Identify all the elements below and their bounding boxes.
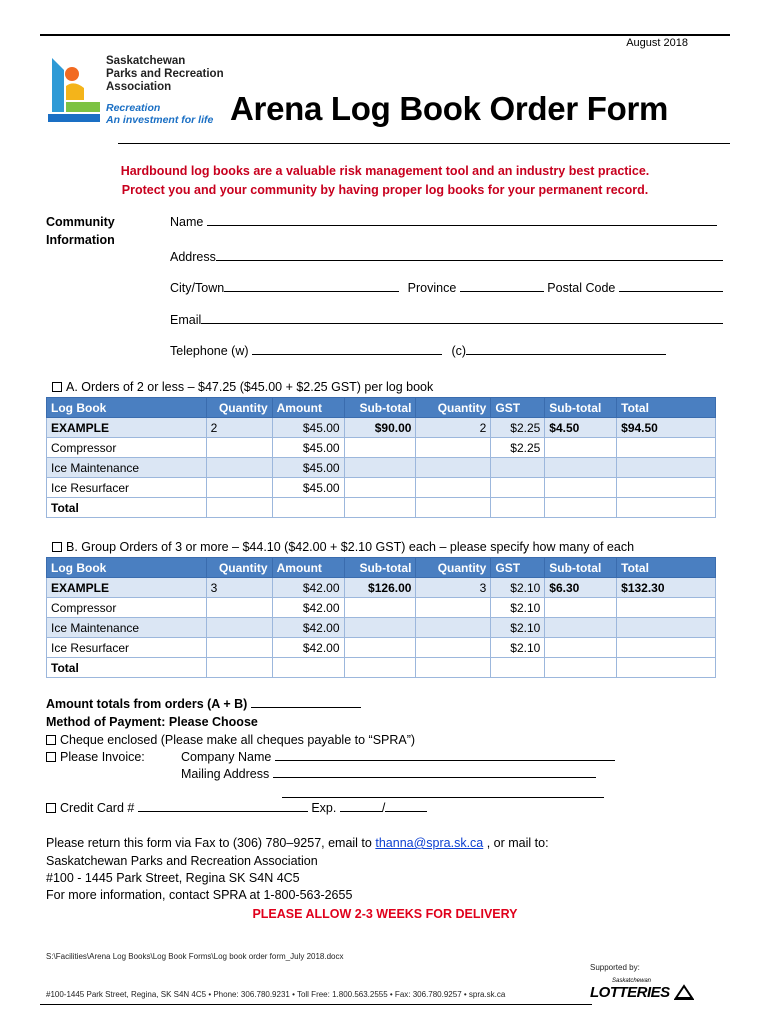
table-header-row — [47, 558, 716, 578]
order-b-heading — [52, 540, 634, 554]
telephone-field — [170, 344, 666, 358]
order-a-heading-text: A. Orders of 2 or less – $47.25 ($45.00 + $2.25 GST) per log book — [66, 380, 434, 394]
table-cell: $45.00 — [272, 458, 344, 478]
col-header: GST — [491, 558, 545, 578]
table-cell — [491, 458, 545, 478]
table-cell: 2 — [206, 418, 272, 438]
tagline-line-2: An investment for life — [106, 114, 214, 126]
table-cell: $42.00 — [272, 638, 344, 658]
col-header: Quantity — [416, 558, 491, 578]
quantity-cell[interactable] — [416, 478, 491, 498]
subtotal-cell[interactable] — [545, 638, 617, 658]
quantity-cell[interactable] — [206, 618, 272, 638]
table-cell: EXAMPLE — [47, 418, 207, 438]
table-row — [47, 438, 716, 458]
mailing-address-field[interactable] — [181, 767, 596, 781]
org-name — [106, 55, 224, 94]
subtotal-cell[interactable] — [344, 498, 416, 518]
exp-label: Exp. — [311, 801, 337, 815]
email-link[interactable]: thanna@spra.sk.ca — [375, 836, 484, 850]
table-cell: Total — [47, 658, 207, 678]
table-cell: Ice Maintenance — [47, 618, 207, 638]
lotteries-emblem-icon — [674, 984, 694, 1000]
table-cell: 2 — [416, 418, 491, 438]
return-line-1 — [46, 836, 549, 850]
table-cell: $42.00 — [272, 598, 344, 618]
col-header: Log Book — [47, 558, 207, 578]
table-cell: $2.25 — [491, 438, 545, 458]
table-cell: $2.10 — [491, 638, 545, 658]
order-b-checkbox[interactable] — [52, 542, 62, 552]
company-label: Company Name — [181, 750, 272, 764]
org-line-2: Parks and Recreation — [106, 68, 224, 80]
table-cell: $2.10 — [491, 578, 545, 598]
total-cell[interactable] — [617, 478, 716, 498]
payment-method: Method of Payment: Please Choose — [46, 715, 258, 729]
quantity-cell[interactable] — [416, 638, 491, 658]
tagline-line-1: Recreation — [106, 102, 161, 114]
province-label: Province — [407, 281, 457, 295]
subtotal-cell[interactable] — [344, 478, 416, 498]
city-label: City/Town — [170, 281, 225, 295]
subtotal-cell[interactable] — [545, 618, 617, 638]
credit-card-option[interactable] — [46, 801, 427, 815]
table-cell: $45.00 — [272, 418, 344, 438]
subtotal-cell[interactable] — [545, 458, 617, 478]
telephone-label: Telephone (w) — [170, 344, 249, 358]
page-title: Arena Log Book Order Form — [230, 90, 669, 127]
quantity-cell[interactable] — [206, 438, 272, 458]
email-line[interactable] — [201, 313, 723, 324]
table-cell: 3 — [206, 578, 272, 598]
table-cell: $2.10 — [491, 598, 545, 618]
col-header: Quantity — [416, 398, 491, 418]
amount-totals-line[interactable] — [251, 697, 361, 708]
community-label — [46, 215, 115, 247]
exp-year-line[interactable] — [385, 801, 427, 812]
supported-by: Supported by: — [590, 963, 640, 972]
col-header: Total — [617, 558, 716, 578]
table-cell — [272, 498, 344, 518]
footer-rule — [40, 1004, 592, 1005]
email-field[interactable] — [170, 313, 723, 327]
mailing-label: Mailing Address — [181, 767, 270, 781]
subtotal-cell[interactable] — [545, 658, 617, 678]
city-line[interactable] — [224, 281, 399, 292]
invoice-label: Please Invoice: — [60, 750, 145, 764]
address-label: Address — [170, 250, 216, 264]
credit-card-line[interactable] — [138, 801, 308, 812]
col-header: GST — [491, 398, 545, 418]
table-cell: 3 — [416, 578, 491, 598]
table-row — [47, 638, 716, 658]
col-header: Quantity — [206, 558, 272, 578]
org-line-3: Association — [106, 81, 172, 93]
company-line[interactable] — [275, 750, 615, 761]
quantity-cell[interactable] — [416, 458, 491, 478]
name-label: Name — [170, 215, 204, 229]
table-cell: $45.00 — [272, 478, 344, 498]
subtotal-cell[interactable] — [344, 618, 416, 638]
quantity-cell[interactable] — [416, 658, 491, 678]
table-cell: $94.50 — [617, 418, 716, 438]
col-header: Quantity — [206, 398, 272, 418]
amount-totals — [46, 697, 361, 711]
table-header-row — [47, 398, 716, 418]
cell-line[interactable] — [466, 344, 666, 355]
address-field[interactable] — [170, 250, 723, 264]
table-cell: Ice Maintenance — [47, 458, 207, 478]
invoice-option[interactable] — [46, 750, 145, 764]
subtotal-cell[interactable] — [545, 478, 617, 498]
table-cell: $126.00 — [344, 578, 416, 598]
subtotal-cell[interactable] — [344, 458, 416, 478]
col-header: Total — [617, 398, 716, 418]
footer-address: #100-1445 Park Street, Regina, SK S4N 4C5 • Phone: 306.780.9231 • Toll Free: 1.800.563.2555 • Fax: 306.780.9257 • spra.sk.ca — [46, 990, 506, 999]
table-cell — [491, 658, 545, 678]
file-path: S:\Facilities\Arena Log Books\Log Book Forms\Log book order form_July 2018.docx — [46, 952, 344, 961]
table-row — [47, 578, 716, 598]
table-row-total — [47, 658, 716, 678]
order-a-heading — [52, 380, 433, 394]
quantity-cell[interactable] — [206, 638, 272, 658]
table-row — [47, 418, 716, 438]
total-cell[interactable] — [617, 438, 716, 458]
exp-month-line[interactable] — [340, 801, 382, 812]
cell-label: (c) — [451, 344, 467, 358]
subtotal-cell[interactable] — [344, 658, 416, 678]
table-cell: $2.10 — [491, 618, 545, 638]
order-b-table — [46, 557, 716, 678]
org-line-1: Saskatchewan — [106, 55, 186, 67]
col-header: Sub-total — [545, 398, 617, 418]
table-row — [47, 478, 716, 498]
telephone-line[interactable] — [252, 344, 442, 355]
province-line[interactable] — [460, 281, 544, 292]
quantity-cell[interactable] — [206, 658, 272, 678]
total-cell[interactable] — [617, 598, 716, 618]
table-cell: Compressor — [47, 438, 207, 458]
return-text-post: , or mail to: — [486, 836, 549, 850]
cheque-label: Cheque enclosed (Please make all cheques payable to “SPRA”) — [60, 733, 416, 747]
table-cell — [491, 478, 545, 498]
quantity-cell[interactable] — [416, 618, 491, 638]
col-header: Sub-total — [545, 558, 617, 578]
community-label-2: Information — [46, 233, 115, 247]
table-cell: Total — [47, 498, 207, 518]
order-b-heading-text: B. Group Orders of 3 or more – $44.10 ($42.00 + $2.10 GST) each – please specify how many of each — [66, 540, 635, 554]
postal-label: Postal Code — [547, 281, 616, 295]
table-cell: $90.00 — [344, 418, 416, 438]
subtotal-cell[interactable] — [545, 438, 617, 458]
table-cell: $132.30 — [617, 578, 716, 598]
lotteries-logo — [590, 978, 700, 1008]
subtotal-cell[interactable] — [344, 598, 416, 618]
intro-line-2: Protect you and your community by having proper log books for your permanent record. — [121, 183, 649, 197]
quantity-cell[interactable] — [416, 438, 491, 458]
table-row — [47, 458, 716, 478]
address-line[interactable] — [216, 250, 723, 261]
table-cell: $42.00 — [272, 618, 344, 638]
email-label: Email — [170, 313, 202, 327]
total-cell[interactable] — [617, 498, 716, 518]
cheque-checkbox[interactable] — [46, 735, 56, 745]
quantity-cell[interactable] — [206, 458, 272, 478]
table-row — [47, 618, 716, 638]
mailing-line[interactable] — [273, 767, 596, 778]
quantity-cell[interactable] — [416, 598, 491, 618]
table-cell — [272, 658, 344, 678]
table-cell: $2.25 — [491, 418, 545, 438]
table-cell: $42.00 — [272, 578, 344, 598]
postal-line[interactable] — [619, 281, 723, 292]
col-header: Amount — [272, 398, 344, 418]
community-label-1: Community — [46, 215, 115, 229]
total-cell[interactable] — [617, 638, 716, 658]
lotteries-small: Saskatchewan — [612, 978, 652, 984]
col-header: Sub-total — [344, 558, 416, 578]
return-line-4: For more information, contact SPRA at 1-800-563-2655 — [46, 888, 353, 902]
table-cell: Ice Resurfacer — [47, 478, 207, 498]
total-cell[interactable] — [617, 658, 716, 678]
spra-logo-icon — [44, 52, 104, 126]
amount-totals-label: Amount totals from orders (A + B) — [46, 697, 248, 711]
lotteries-wordmark: LOTTERIES — [590, 984, 670, 1001]
delivery-notice: PLEASE ALLOW 2-3 WEEKS FOR DELIVERY — [252, 907, 518, 921]
table-cell: Ice Resurfacer — [47, 638, 207, 658]
company-name-field[interactable] — [181, 750, 615, 764]
total-cell[interactable] — [617, 618, 716, 638]
quantity-cell[interactable] — [206, 478, 272, 498]
credit-card-checkbox[interactable] — [46, 803, 56, 813]
order-a-table — [46, 397, 716, 518]
quantity-cell[interactable] — [206, 498, 272, 518]
table-cell: Compressor — [47, 598, 207, 618]
order-a-checkbox[interactable] — [52, 382, 62, 392]
mailing-address-line-2[interactable] — [282, 787, 604, 801]
quantity-cell[interactable] — [206, 598, 272, 618]
credit-card-label: Credit Card # — [60, 801, 135, 815]
col-header: Amount — [272, 558, 344, 578]
form-date: August 2018 — [626, 37, 688, 49]
subtotal-cell[interactable] — [545, 498, 617, 518]
quantity-cell[interactable] — [416, 498, 491, 518]
subtotal-cell[interactable] — [545, 598, 617, 618]
col-header: Sub-total — [344, 398, 416, 418]
table-cell: $45.00 — [272, 438, 344, 458]
subtotal-cell[interactable] — [344, 438, 416, 458]
top-rule — [40, 34, 730, 36]
return-text: Please return this form via Fax to (306) 780–9257, email to — [46, 836, 372, 850]
mailing-line-2[interactable] — [282, 787, 604, 798]
table-cell: $4.50 — [545, 418, 617, 438]
table-row — [47, 598, 716, 618]
table-cell: EXAMPLE — [47, 578, 207, 598]
subtotal-cell[interactable] — [344, 638, 416, 658]
name-line[interactable] — [207, 215, 717, 226]
exp-slash: / — [381, 801, 386, 815]
invoice-checkbox[interactable] — [46, 752, 56, 762]
table-cell — [491, 498, 545, 518]
table-cell: $6.30 — [545, 578, 617, 598]
return-line-2: Saskatchewan Parks and Recreation Association — [46, 854, 318, 868]
city-province-postal — [170, 281, 723, 295]
intro-line-1: Hardbound log books are a valuable risk management tool and an industry best practice. — [120, 164, 650, 178]
org-tagline — [106, 102, 213, 126]
return-line-3: #100 - 1445 Park Street, Regina SK S4N 4C5 — [46, 871, 300, 885]
cheque-option[interactable] — [46, 733, 415, 747]
name-field[interactable] — [170, 215, 717, 229]
col-header: Log Book — [47, 398, 207, 418]
total-cell[interactable] — [617, 458, 716, 478]
title-rule — [118, 143, 730, 144]
table-row-total — [47, 498, 716, 518]
